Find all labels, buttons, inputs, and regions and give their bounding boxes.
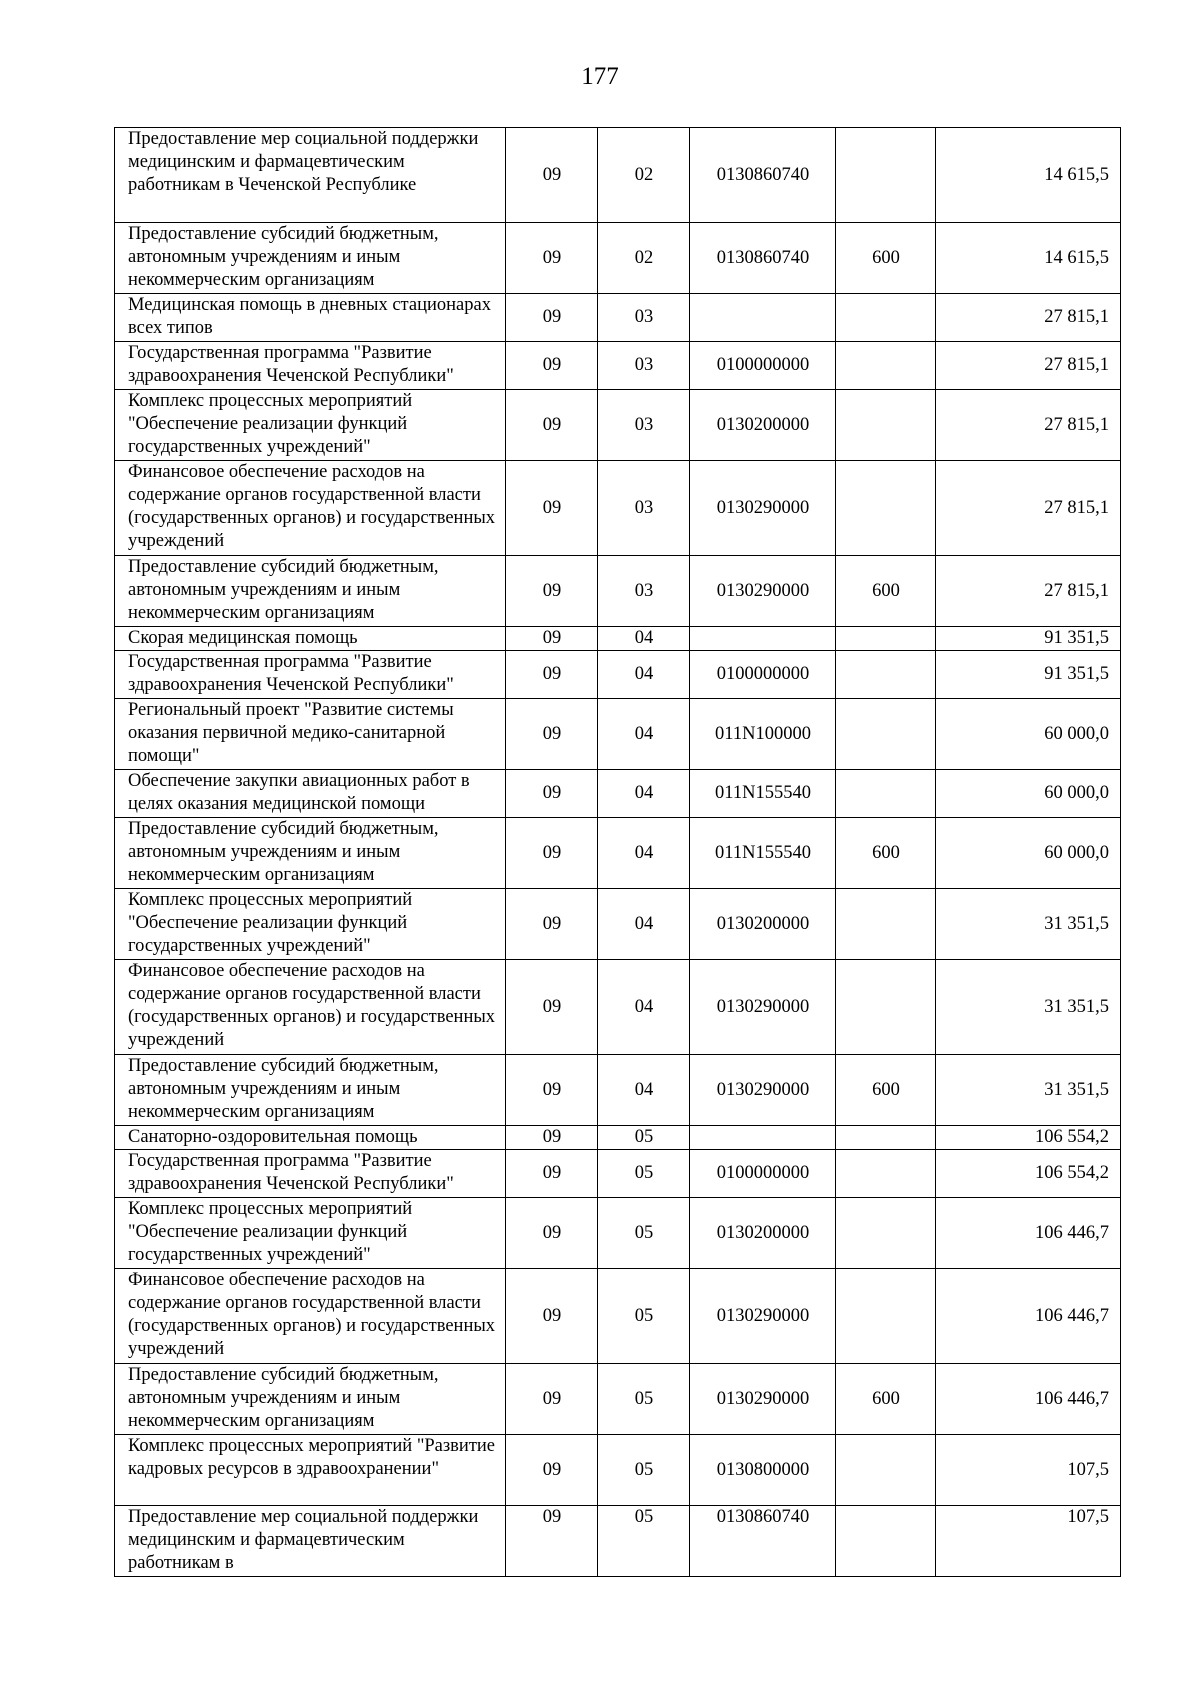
- row-target-article: [690, 627, 836, 651]
- table-row: [115, 294, 1121, 342]
- table-row: [115, 1506, 1121, 1577]
- row-target-article: 0130860740: [690, 223, 836, 294]
- row-target-article: 0130290000: [690, 1364, 836, 1435]
- row-section-code: 09: [506, 1364, 598, 1435]
- row-name: Финансовое обеспечение расходов на содержание органов государственной власти (государственных органов) и государственных учреждений: [115, 461, 506, 556]
- row-subsection-code: 05: [598, 1269, 690, 1364]
- budget-table: [114, 127, 1121, 1577]
- row-expense-type: [836, 770, 936, 818]
- row-name: Предоставление субсидий бюджетным, автономным учреждениям и иным некоммерческим организациям: [115, 223, 506, 294]
- row-section-code: 09: [506, 461, 598, 556]
- row-subsection-code: 04: [598, 770, 690, 818]
- row-expense-type: 600: [836, 223, 936, 294]
- table-row: [115, 390, 1121, 461]
- table-row: [115, 651, 1121, 699]
- row-name: Медицинская помощь в дневных стационарах всех типов: [115, 294, 506, 342]
- row-target-article: 0100000000: [690, 651, 836, 699]
- row-expense-type: 600: [836, 1364, 936, 1435]
- row-subsection-code: 03: [598, 461, 690, 556]
- row-section-code: 09: [506, 556, 598, 627]
- row-expense-type: [836, 627, 936, 651]
- table-row: [115, 1055, 1121, 1126]
- table-row: [115, 342, 1121, 390]
- row-subsection-code: 05: [598, 1435, 690, 1506]
- row-target-article: 0130860740: [690, 1506, 836, 1577]
- row-section-code: 09: [506, 651, 598, 699]
- row-amount: 60 000,0: [936, 699, 1121, 770]
- row-section-code: 09: [506, 128, 598, 223]
- table-row: [115, 223, 1121, 294]
- row-subsection-code: 03: [598, 390, 690, 461]
- row-name: Комплекс процессных мероприятий "Обеспечение реализации функций государственных учреждений": [115, 390, 506, 461]
- row-subsection-code: 05: [598, 1198, 690, 1269]
- row-subsection-code: 05: [598, 1364, 690, 1435]
- table-row: [115, 1126, 1121, 1150]
- row-name: Комплекс процессных мероприятий "Обеспечение реализации функций государственных учреждений": [115, 889, 506, 960]
- row-section-code: 09: [506, 1506, 598, 1577]
- row-name: Комплекс процессных мероприятий "Развитие кадровых ресурсов в здравоохранении": [115, 1435, 506, 1506]
- row-name: Государственная программа "Развитие здравоохранения Чеченской Республики": [115, 342, 506, 390]
- row-name: Предоставление субсидий бюджетным, автономным учреждениям и иным некоммерческим организациям: [115, 556, 506, 627]
- row-subsection-code: 05: [598, 1506, 690, 1577]
- row-name: Финансовое обеспечение расходов на содержание органов государственной власти (государственных органов) и государственных учреждений: [115, 1269, 506, 1364]
- row-section-code: 09: [506, 1126, 598, 1150]
- row-amount: 91 351,5: [936, 627, 1121, 651]
- row-name: Предоставление субсидий бюджетным, автономным учреждениям и иным некоммерческим организациям: [115, 818, 506, 889]
- row-target-article: 011N100000: [690, 699, 836, 770]
- row-section-code: 09: [506, 818, 598, 889]
- row-expense-type: [836, 1198, 936, 1269]
- row-name: Региональный проект "Развитие системы оказания первичной медико-санитарной помощи": [115, 699, 506, 770]
- row-expense-type: [836, 461, 936, 556]
- row-expense-type: [836, 390, 936, 461]
- row-subsection-code: 04: [598, 699, 690, 770]
- table-row: [115, 818, 1121, 889]
- table-row: [115, 960, 1121, 1055]
- row-target-article: 0130290000: [690, 960, 836, 1055]
- row-amount: 14 615,5: [936, 223, 1121, 294]
- table-row: [115, 770, 1121, 818]
- row-target-article: 0130290000: [690, 1269, 836, 1364]
- row-name: Предоставление мер социальной поддержки медицинским и фармацевтическим работникам в Чеченской Республике: [115, 128, 506, 223]
- row-subsection-code: 04: [598, 651, 690, 699]
- row-expense-type: [836, 1435, 936, 1506]
- row-section-code: 09: [506, 223, 598, 294]
- row-amount: 27 815,1: [936, 342, 1121, 390]
- table-row: [115, 1364, 1121, 1435]
- row-name: Скорая медицинская помощь: [115, 627, 506, 651]
- row-section-code: 09: [506, 294, 598, 342]
- row-expense-type: [836, 889, 936, 960]
- row-amount: 31 351,5: [936, 960, 1121, 1055]
- table-row: [115, 1435, 1121, 1506]
- row-amount: 106 446,7: [936, 1364, 1121, 1435]
- row-expense-type: 600: [836, 1055, 936, 1126]
- row-subsection-code: 04: [598, 960, 690, 1055]
- row-subsection-code: 02: [598, 223, 690, 294]
- row-section-code: 09: [506, 1269, 598, 1364]
- row-name: Предоставление субсидий бюджетным, автономным учреждениям и иным некоммерческим организациям: [115, 1055, 506, 1126]
- row-subsection-code: 04: [598, 627, 690, 651]
- row-amount: 14 615,5: [936, 128, 1121, 223]
- row-amount: 107,5: [936, 1506, 1121, 1577]
- row-target-article: 0130290000: [690, 1055, 836, 1126]
- row-name: Государственная программа "Развитие здравоохранения Чеченской Республики": [115, 1150, 506, 1198]
- row-subsection-code: 05: [598, 1126, 690, 1150]
- row-amount: 31 351,5: [936, 889, 1121, 960]
- table-row: [115, 699, 1121, 770]
- table-row: [115, 128, 1121, 223]
- row-amount: 60 000,0: [936, 770, 1121, 818]
- row-subsection-code: 04: [598, 818, 690, 889]
- budget-table-body: [115, 128, 1121, 1577]
- row-name: Государственная программа "Развитие здравоохранения Чеченской Республики": [115, 651, 506, 699]
- table-row: [115, 556, 1121, 627]
- row-target-article: 0130860740: [690, 128, 836, 223]
- row-expense-type: [836, 128, 936, 223]
- row-expense-type: [836, 1150, 936, 1198]
- table-row: [115, 1198, 1121, 1269]
- row-amount: 60 000,0: [936, 818, 1121, 889]
- row-expense-type: [836, 1269, 936, 1364]
- row-expense-type: [836, 699, 936, 770]
- row-expense-type: 600: [836, 818, 936, 889]
- row-section-code: 09: [506, 699, 598, 770]
- row-section-code: 09: [506, 627, 598, 651]
- row-section-code: 09: [506, 1435, 598, 1506]
- table-row: [115, 1150, 1121, 1198]
- row-target-article: [690, 294, 836, 342]
- row-section-code: 09: [506, 770, 598, 818]
- row-target-article: 0130800000: [690, 1435, 836, 1506]
- row-subsection-code: 02: [598, 128, 690, 223]
- row-subsection-code: 03: [598, 342, 690, 390]
- row-section-code: 09: [506, 1150, 598, 1198]
- row-expense-type: [836, 1506, 936, 1577]
- row-section-code: 09: [506, 390, 598, 461]
- row-expense-type: [836, 294, 936, 342]
- row-section-code: 09: [506, 342, 598, 390]
- row-subsection-code: 03: [598, 294, 690, 342]
- row-target-article: 0100000000: [690, 342, 836, 390]
- row-target-article: 011N155540: [690, 818, 836, 889]
- row-amount: 27 815,1: [936, 461, 1121, 556]
- row-subsection-code: 04: [598, 889, 690, 960]
- row-name: Предоставление мер социальной поддержки медицинским и фармацевтическим работникам в: [115, 1506, 506, 1577]
- page-number: 177: [581, 63, 619, 90]
- row-expense-type: [836, 651, 936, 699]
- row-target-article: 0130200000: [690, 390, 836, 461]
- row-name: Предоставление субсидий бюджетным, автономным учреждениям и иным некоммерческим организациям: [115, 1364, 506, 1435]
- row-section-code: 09: [506, 1055, 598, 1126]
- row-amount: 106 446,7: [936, 1269, 1121, 1364]
- row-subsection-code: 05: [598, 1150, 690, 1198]
- row-section-code: 09: [506, 960, 598, 1055]
- row-target-article: 0130200000: [690, 889, 836, 960]
- row-expense-type: [836, 960, 936, 1055]
- row-expense-type: [836, 342, 936, 390]
- row-name: Обеспечение закупки авиационных работ в целях оказания медицинской помощи: [115, 770, 506, 818]
- row-section-code: 09: [506, 889, 598, 960]
- row-target-article: 011N155540: [690, 770, 836, 818]
- row-amount: 106 554,2: [936, 1150, 1121, 1198]
- row-amount: 27 815,1: [936, 556, 1121, 627]
- table-row: [115, 1269, 1121, 1364]
- row-subsection-code: 04: [598, 1055, 690, 1126]
- row-name: Санаторно-оздоровительная помощь: [115, 1126, 506, 1150]
- row-target-article: 0100000000: [690, 1150, 836, 1198]
- row-amount: 27 815,1: [936, 390, 1121, 461]
- row-amount: 91 351,5: [936, 651, 1121, 699]
- row-name: Финансовое обеспечение расходов на содержание органов государственной власти (государственных органов) и государственных учреждений: [115, 960, 506, 1055]
- row-amount: 31 351,5: [936, 1055, 1121, 1126]
- table-row: [115, 627, 1121, 651]
- row-target-article: 0130200000: [690, 1198, 836, 1269]
- row-target-article: 0130290000: [690, 461, 836, 556]
- row-subsection-code: 03: [598, 556, 690, 627]
- row-target-article: 0130290000: [690, 556, 836, 627]
- row-amount: 106 446,7: [936, 1198, 1121, 1269]
- row-expense-type: [836, 1126, 936, 1150]
- row-name: Комплекс процессных мероприятий "Обеспечение реализации функций государственных учреждений": [115, 1198, 506, 1269]
- table-row: [115, 889, 1121, 960]
- row-section-code: 09: [506, 1198, 598, 1269]
- row-amount: 27 815,1: [936, 294, 1121, 342]
- table-row: [115, 461, 1121, 556]
- row-expense-type: 600: [836, 556, 936, 627]
- row-amount: 106 554,2: [936, 1126, 1121, 1150]
- row-target-article: [690, 1126, 836, 1150]
- row-amount: 107,5: [936, 1435, 1121, 1506]
